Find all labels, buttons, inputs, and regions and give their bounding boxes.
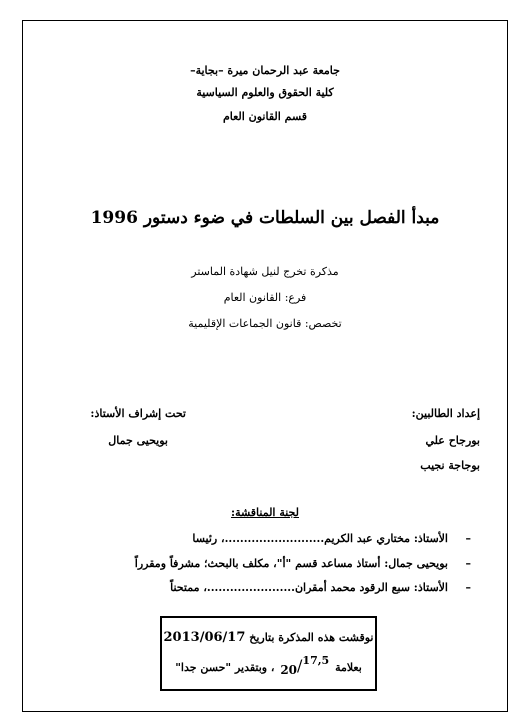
student-name: بورجاح علي <box>425 434 480 447</box>
defense-date-line <box>162 630 375 645</box>
defense-box <box>160 616 377 691</box>
defense-grade-line <box>162 656 375 675</box>
degree-line: مذكرة تخرج لنيل شهادة الماستر <box>191 265 339 278</box>
grade-suffix: ، وبتقدير "حسن جدا" <box>175 661 275 674</box>
defense-date: 2013/06/17 <box>163 630 246 645</box>
grade-fraction: 20/17,5 <box>280 654 330 677</box>
university-name: جامعة عبد الرحمان ميرة –بجاية– <box>190 64 340 77</box>
committee-title: لجنة المناقشة: <box>231 506 299 519</box>
page-border <box>22 20 508 712</box>
grade-denominator: 20 <box>280 663 298 677</box>
committee-member: الأستاذ: سبع الرقود محمد أمقران.......................، ممتحناً <box>170 581 448 594</box>
list-dash: – <box>465 532 471 545</box>
faculty-name: كلية الحقوق والعلوم السياسية <box>196 86 334 99</box>
supervisor-name: بويحيى جمال <box>108 434 168 447</box>
list-dash: – <box>465 557 471 570</box>
branch-line: فرع: القانون العام <box>223 291 307 304</box>
list-dash: – <box>465 581 471 594</box>
committee-member: بويحيى جمال: أستاذ مساعد قسم "أ"، مكلف بالبحث؛ مشرفاً ومقرراً <box>134 557 448 570</box>
committee-member: الأستاذ: مختاري عبد الكريم..........................، رئيسا <box>192 532 448 545</box>
students-label: إعداد الطالبين: <box>411 407 480 420</box>
thesis-title: مبدأ الفصل بين السلطات في ضوء دستور 1996 <box>90 208 440 228</box>
grade-prefix: بعلامة <box>335 661 362 674</box>
grade-numerator: 17,5 <box>302 654 330 667</box>
defense-text: نوقشت هذه المذكرة بتاريخ <box>249 631 374 644</box>
specialty-line: تخصص: قانون الجماعات الإقليمية <box>188 317 342 330</box>
student-name: بوجاجة نجيب <box>420 459 480 472</box>
department-name: قسم القانون العام <box>222 110 308 123</box>
supervisor-label: تحت إشراف الأستاذ: <box>90 407 186 420</box>
